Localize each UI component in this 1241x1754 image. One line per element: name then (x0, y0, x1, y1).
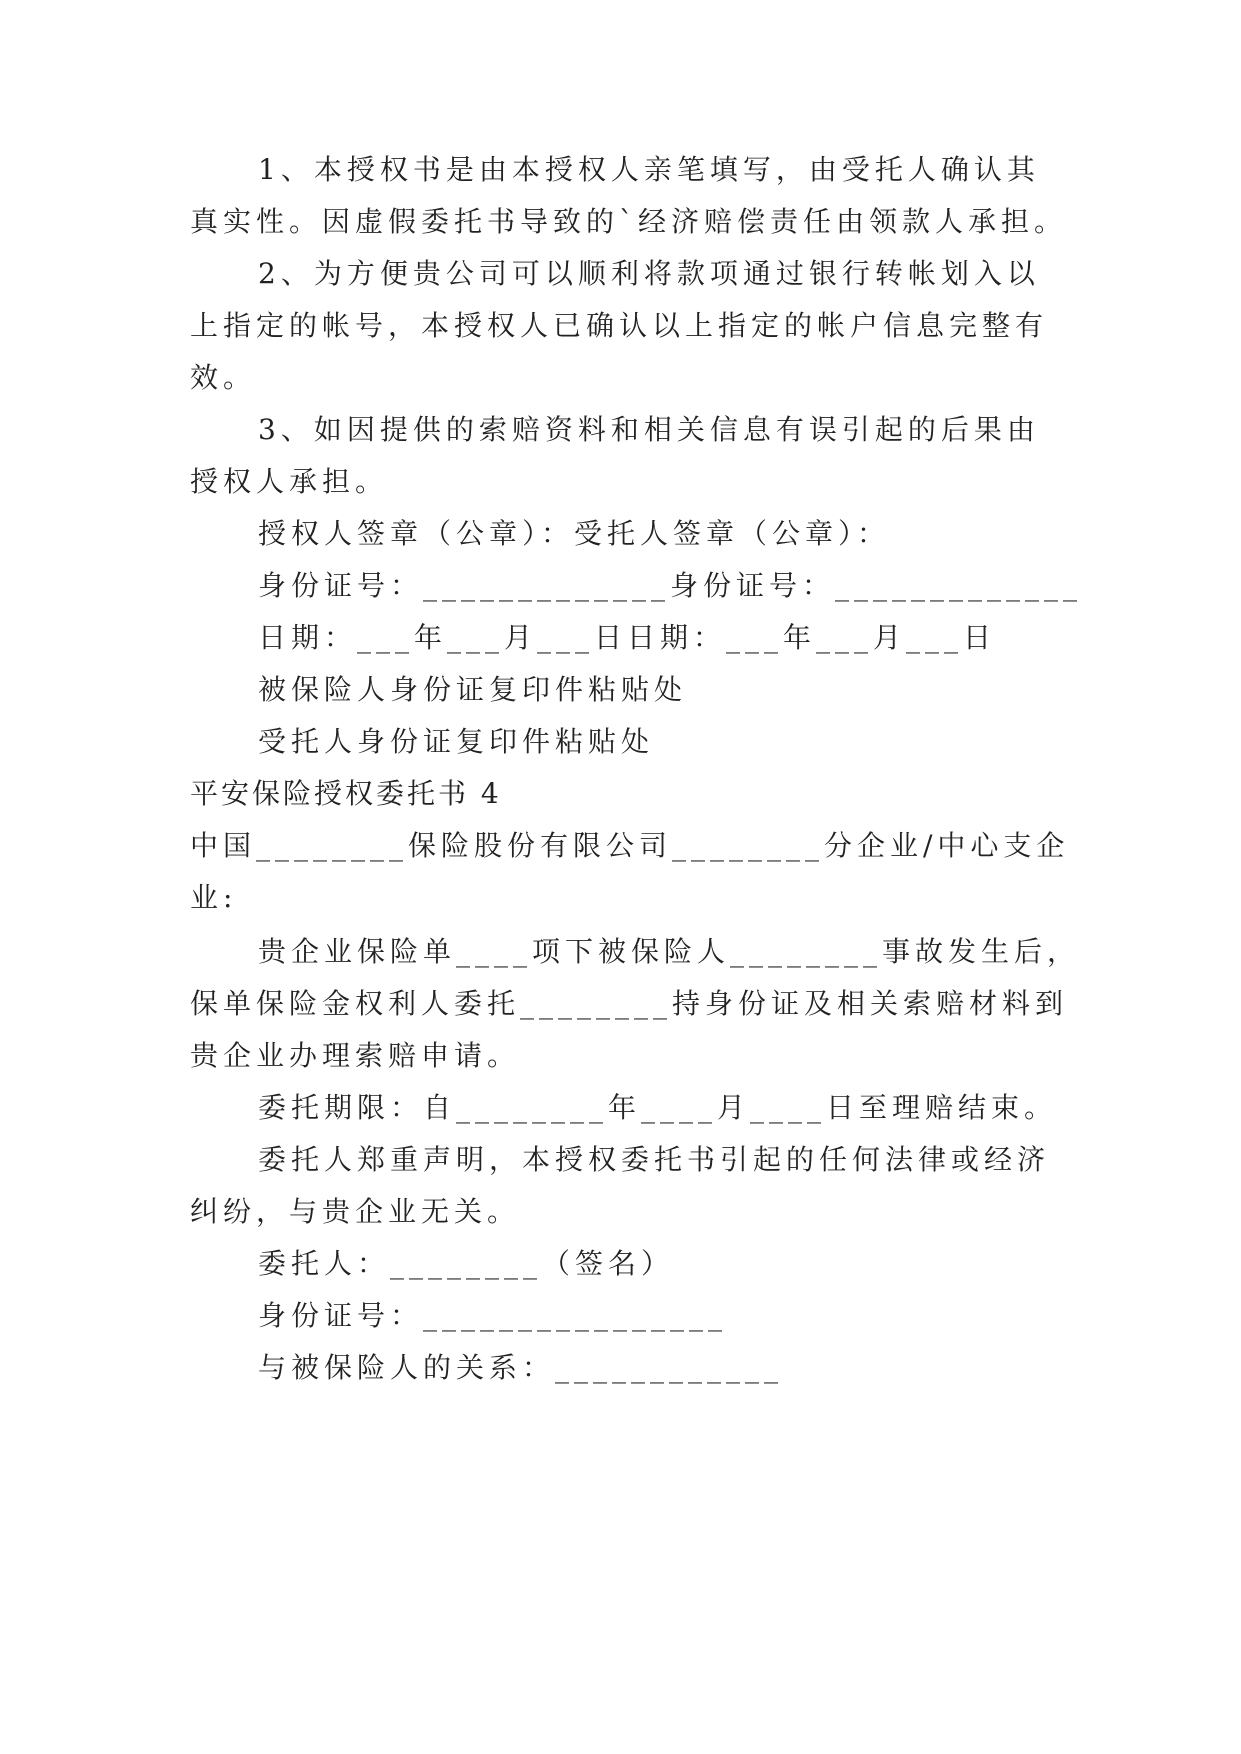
paragraph-3-line-1: 3、如因提供的索赔资料和相关信息有误引起的后果由 (258, 413, 1040, 446)
id-numbers-line: 身份证号：_____________身份证号：_____________ (258, 569, 1083, 602)
body-paragraph-1-line-2: 保单保险金权利人委托________持身份证及相关索赔材料到 (190, 987, 1069, 1020)
body-paragraph-1-line-1: 贵企业保险单____项下被保险人________事故发生后， (258, 935, 1081, 968)
trustee-id-copy-label: 受托人身份证复印件粘贴处 (258, 725, 655, 758)
addressee-line-1: 中国________保险股份有限公司________分企业/中心支企 (190, 829, 1070, 862)
body-paragraph-1-line-3: 贵企业办理索赔申请。 (190, 1039, 521, 1072)
principal-signature-line: 委托人：________（签名） (258, 1247, 675, 1280)
signers-line: 授权人签章（公章）：受托人签章（公章）： (258, 517, 891, 550)
entrust-period-line: 委托期限：自________年____月____日至理赔结束。 (258, 1091, 1058, 1124)
insured-id-copy-label: 被保险人身份证复印件粘贴处 (258, 673, 688, 706)
relationship-line: 与被保险人的关系：____________ (258, 1351, 784, 1384)
paragraph-3-line-2: 授权人承担。 (190, 465, 389, 498)
body-paragraph-3-line-2: 纠纷，与贵企业无关。 (190, 1195, 521, 1228)
addressee-line-2: 业: (190, 881, 238, 914)
section-title: 平安保险授权委托书 4 (190, 777, 502, 810)
dates-line: 日期：___年___月___日日期：___年___月___日 (258, 621, 997, 654)
paragraph-2-line-1: 2、为方便贵公司可以顺利将款项通过银行转帐划入以 (258, 257, 1040, 290)
paragraph-1-line-1: 1、本授权书是由本授权人亲笔填写，由受托人确认其 (258, 153, 1040, 186)
paragraph-2-line-3: 效。 (190, 361, 257, 394)
paragraph-2-line-2: 上指定的帐号，本授权人已确认以上指定的帐户信息完整有 (190, 309, 1049, 342)
principal-id-number-line: 身份证号：________________ (258, 1299, 728, 1332)
body-paragraph-3-line-1: 委托人郑重声明，本授权委托书引起的任何法律或经济 (258, 1143, 1051, 1176)
paragraph-1-line-2: 真实性。因虚假委托书导致的`经济赔偿责任由领款人承担。 (190, 205, 1068, 238)
